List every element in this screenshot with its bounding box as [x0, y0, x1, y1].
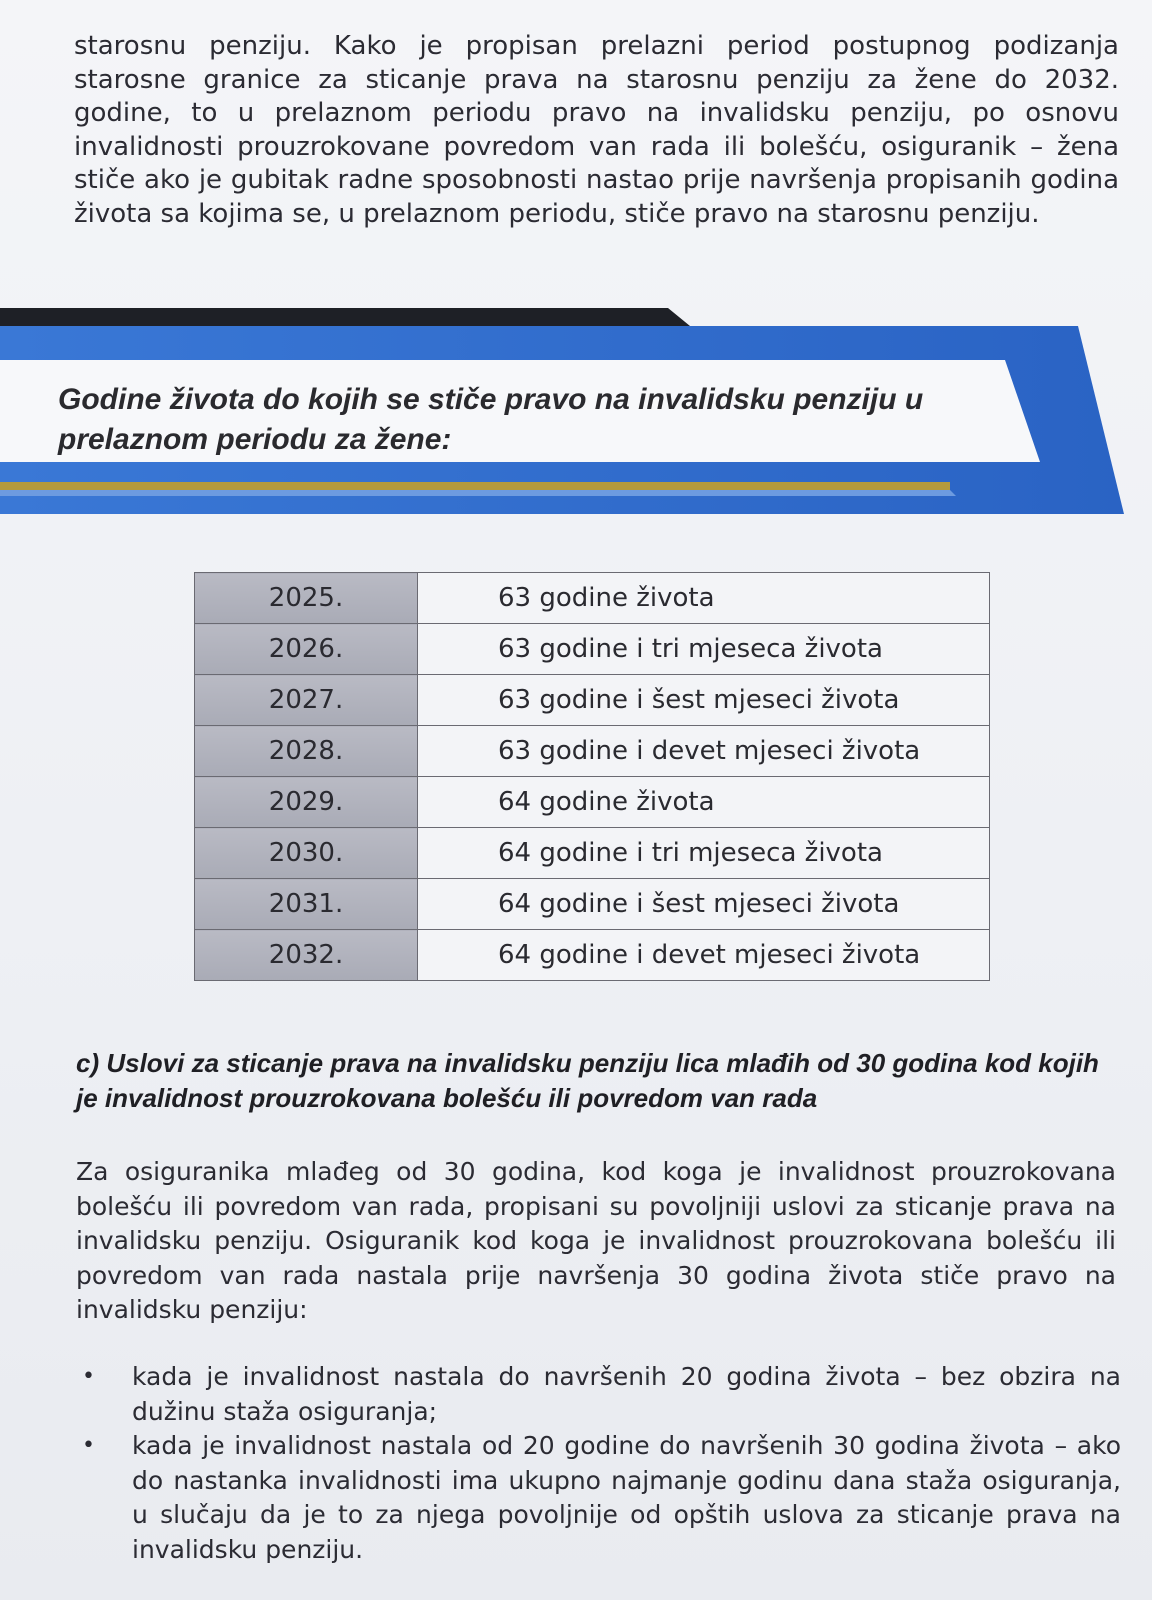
table-cell-age: 63 godine i tri mjeseca života	[418, 624, 990, 675]
table-row	[195, 777, 990, 828]
table-cell-year: 2027.	[195, 675, 418, 726]
table-cell-age: 63 godine života	[418, 573, 990, 624]
age-table	[194, 572, 990, 981]
table-cell-year: 2030.	[195, 828, 418, 879]
age-table-body	[195, 573, 990, 981]
table-row	[195, 726, 990, 777]
table-row	[195, 624, 990, 675]
table-cell-age: 63 godine i šest mjeseci života	[418, 675, 990, 726]
bullet-icon: •	[82, 1433, 95, 1458]
table-cell-age: 64 godine života	[418, 777, 990, 828]
banner-title: Godine života do kojih se stiče pravo na invalidsku penziju u prelaznom periodu za žene:	[58, 383, 924, 456]
table-cell-year: 2028.	[195, 726, 418, 777]
table-row	[195, 675, 990, 726]
table-row	[195, 930, 990, 981]
table-cell-age: 64 godine i devet mjeseci života	[418, 930, 990, 981]
list-item-text: kada je invalidnost nastala od 20 godine do navršenih 30 godina života – ako do nastanka invalidnosti ima ukupno najmanje godinu dana staža osiguranja, u slučaju da je to za njega povoljnije od opštih uslova za sticanje prava na invalidsku penziju.	[132, 1431, 1121, 1564]
table-cell-age: 64 godine i šest mjeseci života	[418, 879, 990, 930]
intro-paragraph: starosnu penziju. Kako je propisan prelazni period postupnog podizanja starosne granice za sticanje prava na starosnu penziju za žene do 2032. godine, to u prelaznom periodu pravo na invalidsku penziju, po osnovu invalidnosti prouzrokovane povredom van rada ili bolešću, osiguranik – žena stiče ako je gubitak radne sposobnosti nastao prije navršenja propisanih godina života sa kojima se, u prelaznom periodu, stiče pravo na starosnu penziju.	[74, 31, 1119, 229]
list-item	[76, 1429, 1121, 1567]
section-c-bullet-list	[76, 1360, 1121, 1567]
bullet-icon: •	[82, 1364, 95, 1389]
table-cell-age: 64 godine i tri mjeseca života	[418, 828, 990, 879]
table-cell-year: 2025.	[195, 573, 418, 624]
banner-light-stripe	[0, 490, 956, 496]
banner-gold-line	[0, 482, 950, 490]
banner-dark-strip	[0, 308, 690, 326]
table-cell-year: 2029.	[195, 777, 418, 828]
section-c-paragraph: Za osiguranika mlađeg od 30 godina, kod koga je invalidnost prouzrokovana bolešću ili povredom van rada, propisani su povoljniji uslovi za sticanje prava na invalidsku penziju. Osiguranik kod koga je invalidnost prouzrokovana bolešću ili povredom van rada nastala prije navršenja 30 godina života stiče pravo na invalidsku penziju:	[76, 1157, 1116, 1324]
table-cell-year: 2032.	[195, 930, 418, 981]
list-item-text: kada je invalidnost nastala do navršenih 20 godina života – bez obzira na dužinu staža osiguranja;	[132, 1362, 1121, 1426]
table-row	[195, 828, 990, 879]
list-item	[76, 1360, 1121, 1429]
table-cell-age: 63 godine i devet mjeseci života	[418, 726, 990, 777]
table-row	[195, 879, 990, 930]
section-c-heading: c) Uslovi za sticanje prava na invalidsku penziju lica mlađih od 30 godina kod kojih je invalidnost prouzrokovana bolešću ili povredom van rada	[76, 1048, 1099, 1113]
table-row	[195, 573, 990, 624]
table-cell-year: 2026.	[195, 624, 418, 675]
table-cell-year: 2031.	[195, 879, 418, 930]
